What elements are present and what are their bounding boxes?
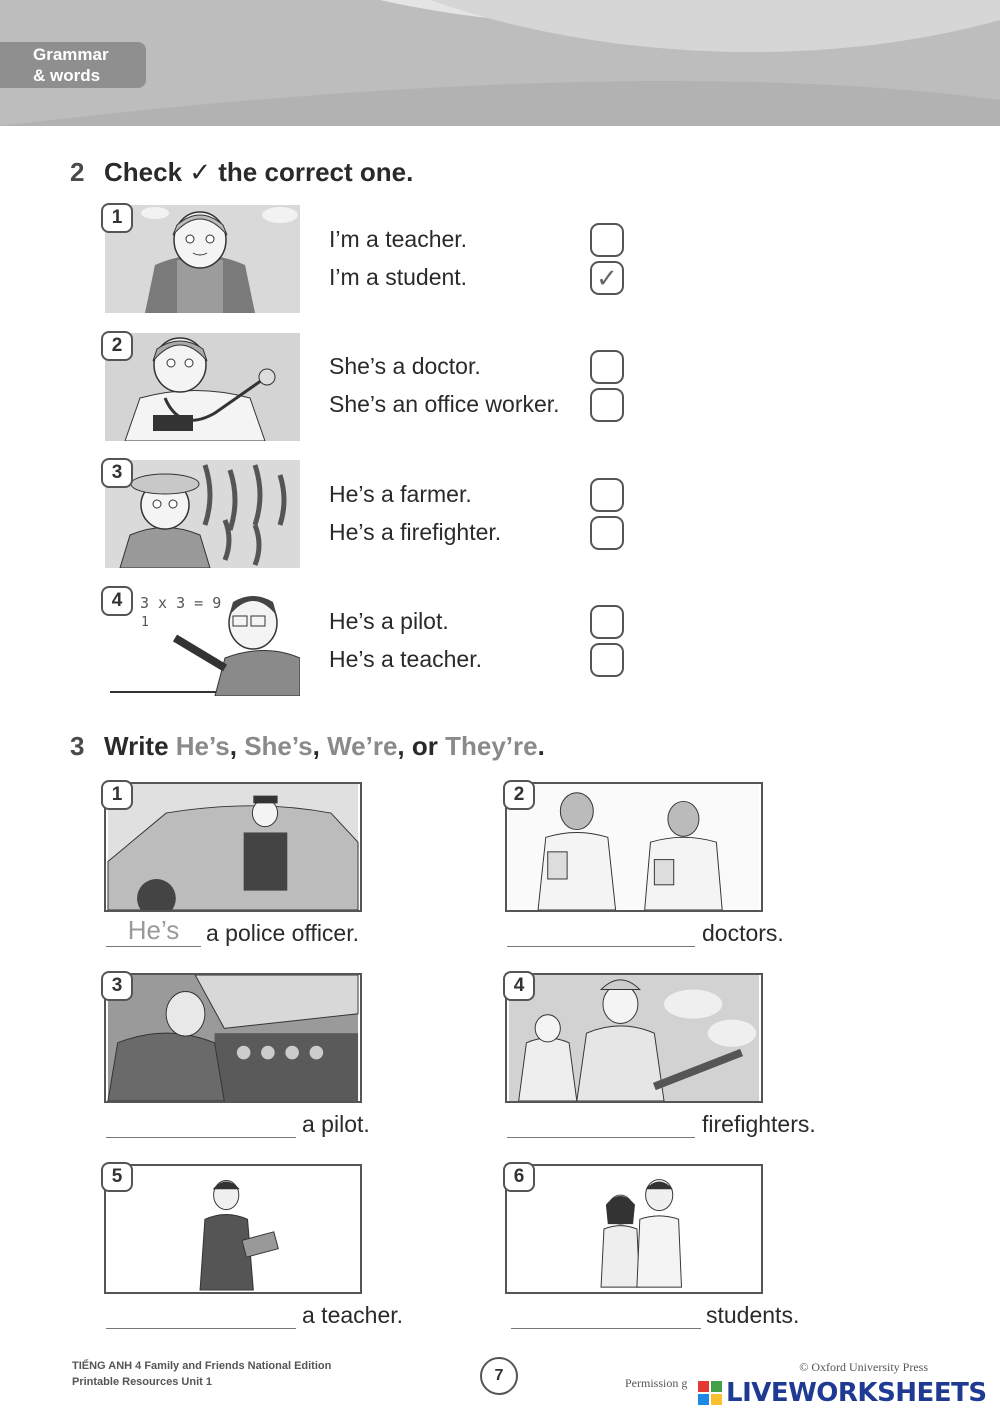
header-wave-decoration xyxy=(0,0,1000,126)
highlight-word: They’re xyxy=(445,731,538,761)
sentence-text: doctors. xyxy=(702,920,784,946)
item-number-badge: 1 xyxy=(101,203,133,233)
separator: , xyxy=(312,731,320,761)
teacher-woman-illustration xyxy=(106,1166,360,1292)
doctors-illustration xyxy=(507,784,761,910)
students-illustration xyxy=(507,1166,761,1292)
page-number: 7 xyxy=(480,1357,518,1395)
sentence-text: students. xyxy=(706,1302,800,1328)
section-3-number: 3 xyxy=(70,731,85,761)
section-2-number: 2 xyxy=(70,157,85,187)
option-text: She’s an office worker. xyxy=(329,391,560,417)
liveworksheets-logo xyxy=(696,1376,987,1410)
section-2-heading xyxy=(70,157,413,188)
option-text: He’s a firefighter. xyxy=(329,519,502,545)
police-car-illustration xyxy=(106,784,360,910)
board-equation: 3 x 3 = 9 xyxy=(140,594,222,612)
answer-checkbox[interactable] xyxy=(590,223,624,257)
option-text: He’s a farmer. xyxy=(329,481,472,507)
answer-checkbox[interactable] xyxy=(590,605,624,639)
board-number: 1 xyxy=(141,615,149,630)
doctors-picture xyxy=(505,782,763,912)
students-picture xyxy=(505,1164,763,1294)
teacher-picture xyxy=(105,588,300,696)
option-text: I’m a teacher. xyxy=(329,226,468,252)
answer-checkbox[interactable] xyxy=(590,478,624,512)
item-number-badge: 3 xyxy=(101,458,133,488)
item-number-badge: 5 xyxy=(101,1162,133,1192)
separator: , or xyxy=(397,731,438,761)
farmer-picture xyxy=(105,460,300,568)
book-title: TIẾNG ANH 4 Family and Friends National Edition xyxy=(72,1360,332,1372)
answer-checkbox[interactable] xyxy=(590,350,624,384)
book-unit: Printable Resources Unit 1 xyxy=(72,1376,212,1388)
option-text: She’s a doctor. xyxy=(329,353,481,379)
item-number-badge: 6 xyxy=(503,1162,535,1192)
doctor-illustration xyxy=(105,333,300,441)
sentence-text: firefighters. xyxy=(702,1111,816,1137)
option-text: He’s a pilot. xyxy=(329,608,449,634)
answer-input-6[interactable] xyxy=(511,1297,701,1329)
sentence-text: a pilot. xyxy=(302,1111,370,1137)
period: . xyxy=(537,731,545,761)
student-illustration xyxy=(105,205,300,313)
tag-line-1: Grammar xyxy=(33,45,109,64)
answer-input-1[interactable] xyxy=(106,915,201,947)
student-picture xyxy=(105,205,300,313)
highlight-word: We’re xyxy=(327,731,398,761)
logo-grid-icon xyxy=(698,1381,722,1405)
publisher-credit: © Oxford University Press xyxy=(799,1360,928,1374)
section-3-heading xyxy=(70,731,545,762)
sentence-text: a teacher. xyxy=(302,1302,404,1328)
section-3-write: Write xyxy=(104,731,169,761)
permission-text: Permission g xyxy=(625,1376,688,1390)
item-number-badge: 4 xyxy=(101,586,133,616)
answer-checkbox[interactable] xyxy=(590,388,624,422)
item-number-badge: 2 xyxy=(101,331,133,361)
pilot-picture xyxy=(104,973,362,1103)
highlight-word: He’s xyxy=(175,731,230,761)
teacher-woman-picture xyxy=(104,1164,362,1294)
answer-input-5[interactable] xyxy=(106,1297,296,1329)
sentence-text: a police officer. xyxy=(206,920,360,946)
option-text: I’m a student. xyxy=(329,264,468,290)
cockpit-illustration xyxy=(106,975,360,1101)
answer-input-3[interactable] xyxy=(106,1106,296,1138)
section-2-instruction: Check ✓ the correct one. xyxy=(104,157,414,187)
item-number-badge: 4 xyxy=(503,971,535,1001)
item-number-badge: 3 xyxy=(101,971,133,1001)
farmer-illustration xyxy=(105,460,300,568)
logo-text: LIVEWORKSHEETS xyxy=(726,1378,987,1408)
firefighters-illustration xyxy=(507,975,761,1101)
answer-checkbox[interactable] xyxy=(590,516,624,550)
item-number-badge: 1 xyxy=(101,780,133,810)
option-text: He’s a teacher. xyxy=(329,646,483,672)
highlight-word: She’s xyxy=(244,731,313,761)
answer-input-2[interactable] xyxy=(507,915,695,947)
section-tag xyxy=(0,42,146,88)
separator: , xyxy=(229,731,237,761)
tag-line-2: & words xyxy=(33,66,101,85)
firefighters-picture xyxy=(505,973,763,1103)
book-info xyxy=(72,1358,331,1390)
police-officer-picture xyxy=(104,782,362,912)
answer-checkbox[interactable] xyxy=(590,643,624,677)
doctor-picture xyxy=(105,333,300,441)
answer-input-4[interactable] xyxy=(507,1106,695,1138)
answer-checkbox-checked[interactable]: ✓ xyxy=(590,261,624,295)
item-number-badge: 2 xyxy=(503,780,535,810)
header-band xyxy=(0,0,1000,126)
